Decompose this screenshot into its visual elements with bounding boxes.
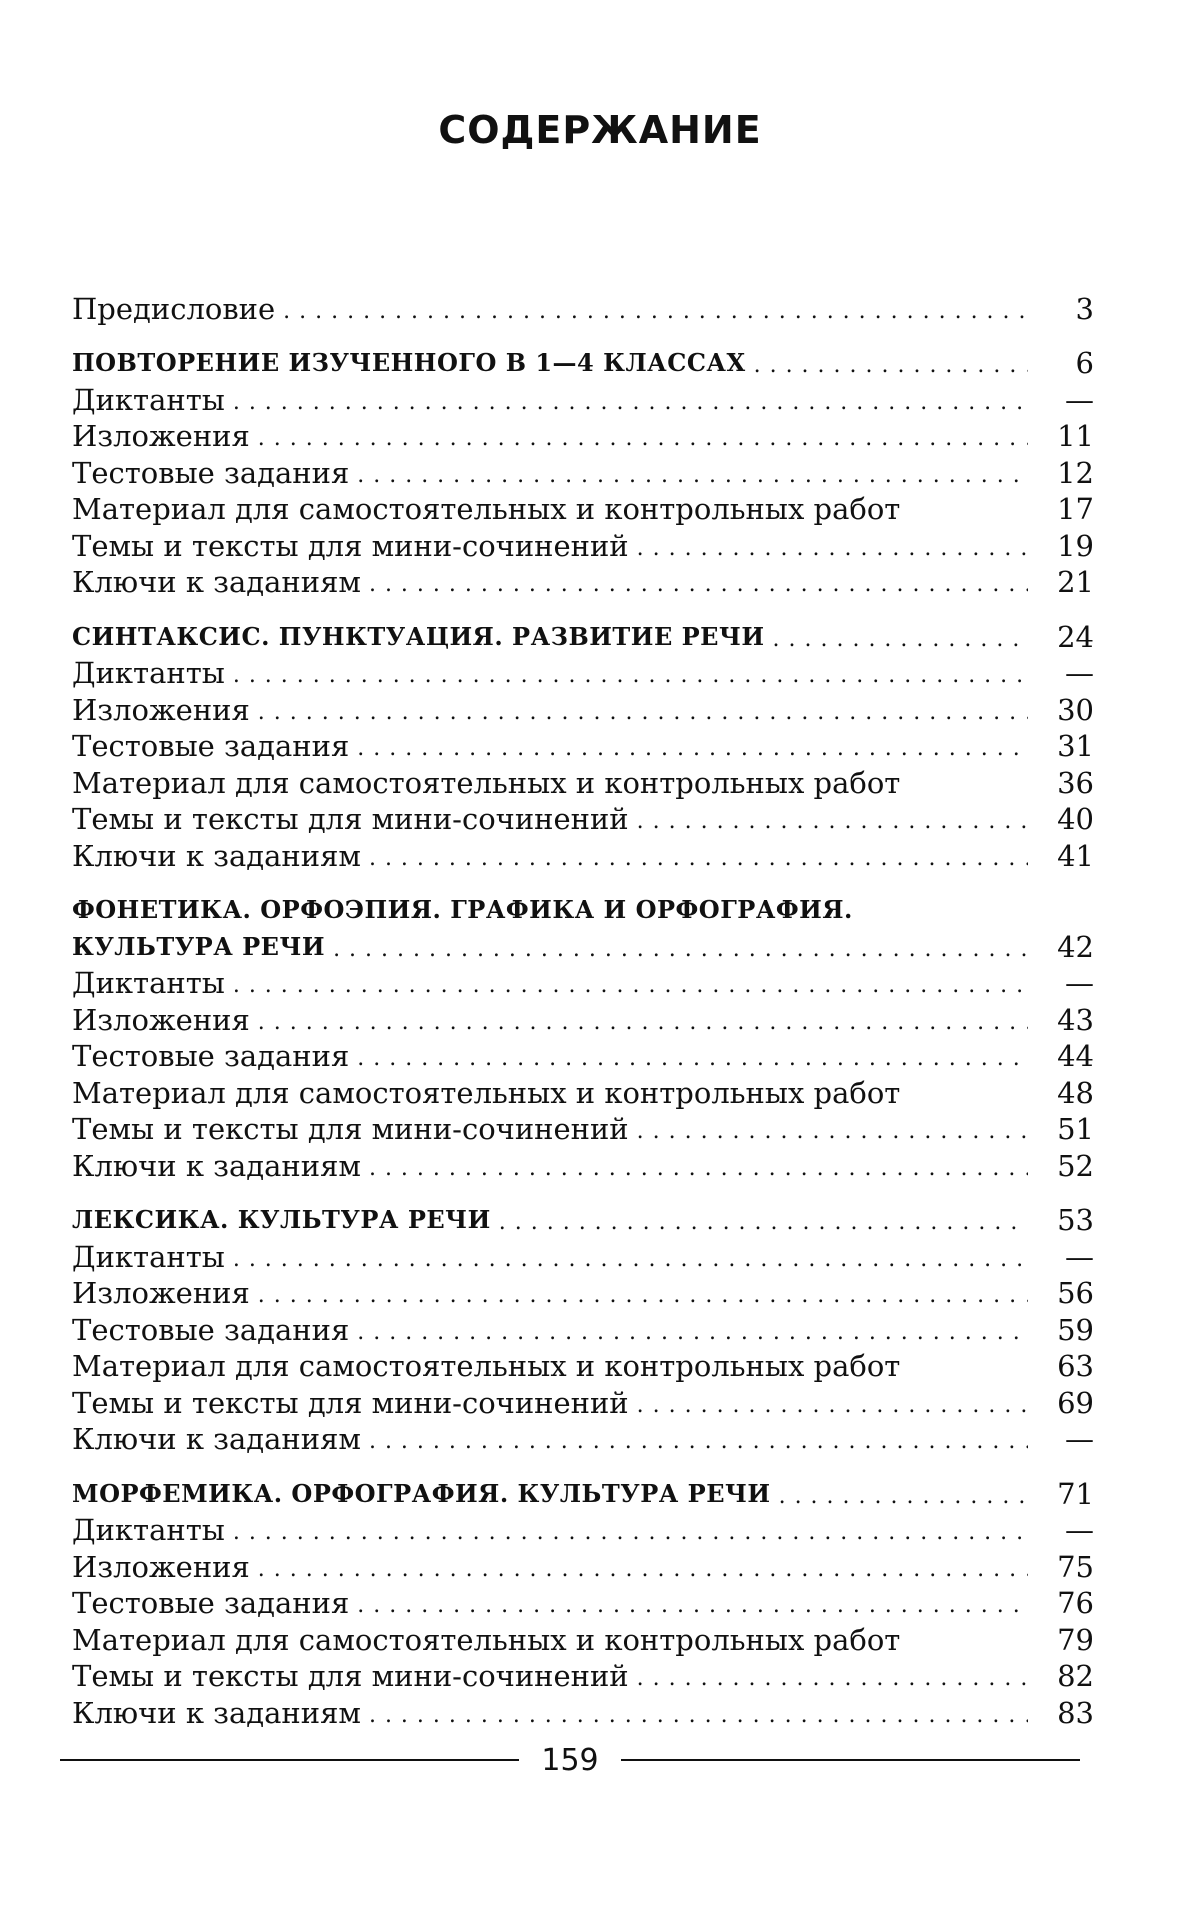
toc-entry-page: —	[1065, 1422, 1094, 1456]
toc-preface	[72, 290, 1094, 327]
toc-entry-page: 75	[1057, 1549, 1094, 1584]
footer-rule-left	[60, 1759, 519, 1761]
toc-entry-label: Изложения	[72, 1276, 250, 1310]
toc-entry-page: —	[1065, 656, 1094, 690]
dot-leader	[369, 1427, 1028, 1457]
toc-entry-label: Предисловие	[72, 291, 276, 326]
toc-entry-page: 69	[1057, 1385, 1094, 1420]
toc-entry-page: 3	[1075, 291, 1094, 326]
dot-leader	[357, 461, 1028, 491]
dot-leader	[233, 1518, 1028, 1548]
toc-entry[interactable]	[72, 1147, 1094, 1184]
toc-entry[interactable]	[72, 1585, 1094, 1622]
toc-entry[interactable]	[72, 764, 1094, 801]
toc-entry-label: Материал для самостоятельных и контрольных работ	[72, 492, 901, 526]
dot-leader	[357, 734, 1028, 764]
toc-section-heading-page: 71	[1057, 1476, 1094, 1511]
toc-entry-page: 79	[1057, 1622, 1094, 1657]
toc-entry-label: Тестовые задания	[72, 729, 350, 763]
dot-leader	[258, 698, 1028, 728]
page-title: СОДЕРЖАНИЕ	[438, 108, 762, 152]
toc-entry-page: —	[1065, 1513, 1094, 1547]
toc-entry-page: 17	[1057, 492, 1094, 526]
toc-entry[interactable]	[72, 965, 1094, 1002]
dot-leader	[258, 1281, 1028, 1311]
dot-leader	[258, 1555, 1028, 1585]
toc-section-heading-page: 42	[1057, 929, 1094, 964]
toc-entry-page: 12	[1057, 455, 1094, 490]
dot-leader	[357, 1591, 1028, 1621]
toc-section-heading[interactable]	[72, 928, 1094, 965]
dot-leader	[499, 1208, 1028, 1238]
toc-entry[interactable]	[72, 1548, 1094, 1585]
toc-entry-page: 11	[1057, 419, 1094, 453]
toc-entry-label: Тестовые задания	[72, 1039, 350, 1073]
toc-entry-label: Ключи к заданиям	[72, 565, 361, 599]
toc-section-heading[interactable]	[72, 1202, 1094, 1239]
toc-entry-label: Материал для самостоятельных и контрольных работ	[72, 1075, 901, 1110]
toc-entry[interactable]	[72, 1038, 1094, 1075]
dot-leader	[357, 1044, 1028, 1074]
dot-leader	[637, 1391, 1028, 1421]
toc-section-heading-page: 6	[1075, 346, 1094, 380]
toc-entry[interactable]	[72, 1658, 1094, 1695]
toc-section-heading-label: СИНТАКСИС. ПУНКТУАЦИЯ. РАЗВИТИЕ РЕЧИ	[72, 621, 765, 651]
dot-leader	[369, 1154, 1028, 1184]
toc-section-heading[interactable]	[72, 618, 1094, 655]
toc-entry-page: 63	[1057, 1349, 1094, 1383]
toc-entry-label: Диктанты	[72, 966, 225, 1000]
dot-leader	[233, 388, 1028, 418]
dot-leader	[637, 807, 1028, 837]
toc-entry-page: 52	[1057, 1148, 1094, 1183]
toc-entry-label: Материал для самостоятельных и контрольных работ	[72, 1349, 901, 1383]
dot-leader	[369, 844, 1028, 874]
dot-leader	[233, 1245, 1028, 1275]
dot-leader	[369, 570, 1028, 600]
dot-leader	[357, 1318, 1028, 1348]
toc-entry[interactable]	[72, 1384, 1094, 1421]
toc-entry-label: Диктанты	[72, 1513, 225, 1547]
toc-section-heading-label: ПОВТОРЕНИЕ ИЗУЧЕННОГО В 1—4 КЛАССАХ	[72, 348, 746, 377]
page-number: 159	[541, 1742, 599, 1778]
toc-entry-label: Ключи к заданиям	[72, 838, 361, 873]
toc-section-heading[interactable]	[72, 345, 1094, 382]
toc-entry[interactable]	[72, 1621, 1094, 1658]
dot-leader	[773, 625, 1028, 655]
toc-entry-page: 36	[1057, 765, 1094, 800]
toc-entry[interactable]	[72, 527, 1094, 564]
toc-entry[interactable]	[72, 1348, 1094, 1385]
toc-entry[interactable]	[72, 1001, 1094, 1038]
dot-leader	[637, 1664, 1028, 1694]
toc-entry[interactable]	[72, 655, 1094, 692]
toc-entry[interactable]	[72, 1238, 1094, 1275]
toc-entry[interactable]	[72, 1074, 1094, 1111]
toc-entry-label: Темы и тексты для мини-сочинений	[72, 528, 629, 563]
toc-entry-page: 41	[1057, 838, 1094, 873]
dot-leader	[233, 661, 1028, 691]
toc-entry-page: 82	[1057, 1659, 1094, 1693]
toc-entry[interactable]	[72, 1311, 1094, 1348]
dot-leader	[233, 971, 1028, 1001]
toc-entry-label: Ключи к заданиям	[72, 1422, 361, 1456]
toc-entry-label: Темы и тексты для мини-сочинений	[72, 1112, 629, 1146]
toc-entry-page: 40	[1057, 802, 1094, 836]
toc-section-heading-label: ФОНЕТИКА. ОРФОЭПИЯ. ГРАФИКА И ОРФОГРАФИЯ.	[72, 895, 853, 924]
dot-leader	[637, 534, 1028, 564]
toc-entry[interactable]	[72, 418, 1094, 455]
toc-entry-label: Материал для самостоятельных и контрольных работ	[72, 765, 901, 800]
page-footer	[60, 1740, 1080, 1780]
toc-section-heading-page: 53	[1057, 1203, 1094, 1237]
toc-entry-page: —	[1065, 966, 1094, 1000]
toc-entry-page: 21	[1057, 565, 1094, 599]
toc-section	[72, 345, 1094, 601]
toc-entry-page: 31	[1057, 729, 1094, 763]
toc-entry-label: Диктанты	[72, 382, 225, 417]
toc-section	[72, 1202, 1094, 1458]
toc-entry[interactable]	[72, 381, 1094, 418]
toc-entry[interactable]	[72, 728, 1094, 765]
toc-entry-page: —	[1065, 382, 1094, 417]
toc-section-heading-label: МОРФЕМИКА. ОРФОГРАФИЯ. КУЛЬТУРА РЕЧИ	[72, 1478, 771, 1508]
dot-leader	[779, 1482, 1028, 1512]
toc-entry[interactable]	[72, 1694, 1094, 1731]
toc-entry[interactable]	[72, 564, 1094, 601]
dot-leader	[258, 1008, 1028, 1038]
toc-entry[interactable]	[72, 454, 1094, 491]
toc-section-heading[interactable]	[72, 1475, 1094, 1512]
toc-entry-label: Материал для самостоятельных и контрольных работ	[72, 1622, 901, 1657]
toc-entry-label: Темы и тексты для мини-сочинений	[72, 1659, 629, 1693]
toc-section	[72, 1475, 1094, 1731]
toc-entry[interactable]	[72, 837, 1094, 874]
toc-entry-label: Изложения	[72, 1002, 250, 1037]
toc-entry[interactable]	[72, 1111, 1094, 1148]
toc-entry[interactable]	[72, 801, 1094, 838]
toc-entry-label: Диктанты	[72, 1239, 225, 1274]
toc-entry-label: Темы и тексты для мини-сочинений	[72, 802, 629, 836]
toc-entry[interactable]	[72, 1275, 1094, 1312]
toc-section	[72, 892, 1094, 1184]
dot-leader	[754, 351, 1028, 381]
toc-entry-label: Ключи к заданиям	[72, 1148, 361, 1183]
toc-entry[interactable]	[72, 1512, 1094, 1549]
toc-entry-label: Диктанты	[72, 656, 225, 690]
dot-leader	[283, 297, 1028, 327]
dot-leader	[637, 1117, 1028, 1147]
dot-leader	[369, 1701, 1028, 1731]
toc-entry-label: Тестовые задания	[72, 1312, 350, 1347]
toc-entry-page: 48	[1057, 1075, 1094, 1110]
dot-leader	[333, 935, 1028, 965]
toc-entry-page: 56	[1057, 1276, 1094, 1310]
toc-entry-label: Тестовые задания	[72, 455, 350, 490]
toc-entry-label: Изложения	[72, 692, 250, 727]
toc-entry-page: 51	[1057, 1112, 1094, 1146]
dot-leader	[258, 424, 1028, 454]
toc-entry[interactable]	[72, 290, 1094, 327]
toc-section-heading-label: КУЛЬТУРА РЕЧИ	[72, 931, 326, 961]
toc-entry-page: —	[1065, 1239, 1094, 1274]
toc-entry-page: 44	[1057, 1039, 1094, 1073]
toc-entry[interactable]	[72, 491, 1094, 528]
table-of-contents	[72, 290, 1094, 1749]
toc-entry[interactable]	[72, 1421, 1094, 1458]
toc-entry[interactable]	[72, 691, 1094, 728]
toc-entry-label: Темы и тексты для мини-сочинений	[72, 1385, 629, 1420]
toc-entry-page: 43	[1057, 1002, 1094, 1037]
toc-entry-label: Изложения	[72, 419, 250, 453]
toc-entry-page: 76	[1057, 1586, 1094, 1620]
toc-section-heading-line[interactable]	[72, 892, 1094, 929]
toc-section	[72, 618, 1094, 874]
toc-entry-label: Изложения	[72, 1549, 250, 1584]
toc-entry-page: 59	[1057, 1312, 1094, 1347]
toc-entry-label: Тестовые задания	[72, 1586, 350, 1620]
toc-entry-label: Ключи к заданиям	[72, 1695, 361, 1730]
toc-entry-page: 83	[1057, 1695, 1094, 1730]
footer-rule-right	[621, 1759, 1080, 1761]
toc-entry-page: 19	[1057, 528, 1094, 563]
toc-section-heading-page: 24	[1057, 619, 1094, 654]
toc-section-heading-label: ЛЕКСИКА. КУЛЬТУРА РЕЧИ	[72, 1205, 491, 1234]
toc-entry-page: 30	[1057, 692, 1094, 727]
